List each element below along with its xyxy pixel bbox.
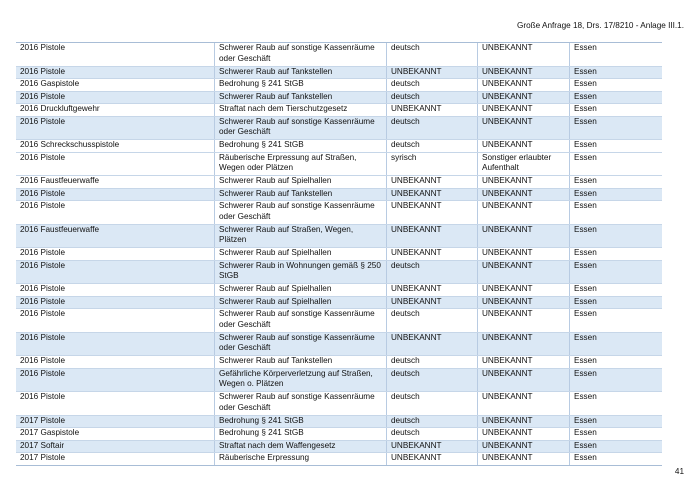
cell-year-weapon: 2016 Pistole	[16, 153, 215, 176]
table-row	[16, 333, 662, 357]
cell-year-weapon: 2016 Faustfeuerwaffe	[16, 176, 215, 188]
cell-residence-status: UNBEKANNT	[478, 297, 570, 309]
cell-city: Essen	[574, 440, 597, 450]
cell-city: Essen	[574, 415, 597, 425]
table-row	[16, 284, 662, 297]
cell-city: Essen	[574, 66, 597, 76]
table-row	[16, 189, 662, 202]
cell-offense: Schwerer Raub in Wohnungen gemäß § 250 StGB	[215, 261, 387, 284]
cell-residence-status: UNBEKANNT	[478, 333, 570, 356]
cell-residence-status: UNBEKANNT	[478, 67, 570, 79]
table-row	[16, 117, 662, 141]
cell-year-weapon: 2017 Pistole	[16, 416, 215, 428]
table-row	[16, 428, 662, 441]
cell-city: Essen	[574, 79, 597, 88]
cell-nationality: UNBEKANNT	[387, 453, 478, 465]
cell-residence-status: UNBEKANNT	[478, 92, 570, 104]
cell-offense: Bedrohung § 241 StGB	[215, 428, 387, 440]
cell-city: Essen	[574, 152, 597, 162]
cell-offense: Schwerer Raub auf Tankstellen	[215, 356, 387, 368]
cell-nationality: deutsch	[387, 43, 478, 66]
cell-year-weapon: 2016 Pistole	[16, 284, 215, 296]
cell-city: Essen	[574, 453, 597, 462]
cell-city: Essen	[574, 392, 597, 401]
cell-nationality: deutsch	[387, 261, 478, 284]
cell-residence-status: UNBEKANNT	[478, 261, 570, 284]
cell-city: Essen	[574, 309, 597, 318]
cell-nationality: UNBEKANNT	[387, 441, 478, 453]
table-row	[16, 201, 662, 225]
cell-year-weapon: 2016 Pistole	[16, 369, 215, 392]
cell-city: Essen	[574, 104, 597, 113]
cell-nationality: deutsch	[387, 117, 478, 140]
cell-offense: Schwerer Raub auf Spielhallen	[215, 176, 387, 188]
cell-nationality: deutsch	[387, 79, 478, 91]
cell-nationality: deutsch	[387, 416, 478, 428]
cell-nationality: deutsch	[387, 369, 478, 392]
cell-nationality: UNBEKANNT	[387, 67, 478, 79]
cell-city: Essen	[574, 116, 597, 126]
cell-nationality: UNBEKANNT	[387, 284, 478, 296]
cell-offense: Gefährliche Körperverletzung auf Straßen, Wegen o. Plätzen	[215, 369, 387, 392]
table-row	[16, 453, 662, 465]
cell-residence-status: UNBEKANNT	[478, 176, 570, 188]
cell-residence-status: UNBEKANNT	[478, 248, 570, 260]
cell-offense: Straftat nach dem Tierschutzgesetz	[215, 104, 387, 116]
table-row	[16, 369, 662, 393]
cell-nationality: UNBEKANNT	[387, 248, 478, 260]
cell-offense: Schwerer Raub auf sonstige Kassenräume oder Geschäft	[215, 309, 387, 332]
cell-nationality: UNBEKANNT	[387, 297, 478, 309]
cell-nationality: deutsch	[387, 309, 478, 332]
cell-offense: Räuberische Erpressung auf Straßen, Wegen oder Plätzen	[215, 153, 387, 176]
cell-residence-status: UNBEKANNT	[478, 79, 570, 91]
cell-residence-status: UNBEKANNT	[478, 356, 570, 368]
cell-offense: Bedrohung § 241 StGB	[215, 79, 387, 91]
cell-city: Essen	[574, 91, 597, 101]
table-row	[16, 153, 662, 177]
document-header: Große Anfrage 18, Drs. 17/8210 - Anlage III.1.	[516, 21, 684, 30]
cell-nationality: deutsch	[387, 92, 478, 104]
cell-year-weapon: 2016 Druckluftgewehr	[16, 104, 215, 116]
cell-city: Essen	[574, 428, 597, 437]
cell-year-weapon: 2016 Pistole	[16, 43, 215, 66]
cell-residence-status: UNBEKANNT	[478, 369, 570, 392]
cell-city: Essen	[574, 284, 597, 293]
cell-city: Essen	[574, 296, 597, 306]
cell-year-weapon: 2016 Pistole	[16, 392, 215, 415]
cell-residence-status: UNBEKANNT	[478, 225, 570, 248]
cell-nationality: UNBEKANNT	[387, 176, 478, 188]
cell-residence-status: UNBEKANNT	[478, 453, 570, 465]
cell-year-weapon: 2016 Pistole	[16, 297, 215, 309]
table-row	[16, 248, 662, 261]
cell-city: Essen	[574, 140, 597, 149]
cell-year-weapon: 2016 Pistole	[16, 189, 215, 201]
cell-offense: Schwerer Raub auf sonstige Kassenräume oder Geschäft	[215, 333, 387, 356]
cell-city: Essen	[574, 224, 597, 234]
cell-offense: Straftat nach dem Waffengesetz	[215, 441, 387, 453]
cell-residence-status: Sonstiger erlaubter Aufenthalt	[478, 153, 570, 176]
cell-offense: Räuberische Erpressung	[215, 453, 387, 465]
table-row	[16, 67, 662, 80]
cell-year-weapon: 2016 Pistole	[16, 92, 215, 104]
cell-nationality: UNBEKANNT	[387, 189, 478, 201]
cell-nationality: UNBEKANNT	[387, 201, 478, 224]
cell-offense: Schwerer Raub auf Straßen, Wegen, Plätzen	[215, 225, 387, 248]
page-number: 41	[674, 467, 684, 476]
cell-nationality: UNBEKANNT	[387, 333, 478, 356]
cell-nationality: deutsch	[387, 392, 478, 415]
cell-city: Essen	[574, 248, 597, 257]
cell-residence-status: UNBEKANNT	[478, 43, 570, 66]
table-row	[16, 416, 662, 429]
table-row	[16, 79, 662, 92]
table-row	[16, 92, 662, 105]
cell-year-weapon: 2016 Pistole	[16, 261, 215, 284]
cell-residence-status: UNBEKANNT	[478, 416, 570, 428]
table-row	[16, 356, 662, 369]
cell-city: Essen	[574, 176, 597, 185]
cell-year-weapon: 2016 Pistole	[16, 333, 215, 356]
cell-offense: Schwerer Raub auf Tankstellen	[215, 189, 387, 201]
cell-offense: Bedrohung § 241 StGB	[215, 416, 387, 428]
cell-residence-status: UNBEKANNT	[478, 117, 570, 140]
cell-offense: Schwerer Raub auf sonstige Kassenräume oder Geschäft	[215, 201, 387, 224]
table-row	[16, 297, 662, 310]
cell-year-weapon: 2016 Gaspistole	[16, 79, 215, 91]
cell-city: Essen	[574, 188, 597, 198]
cell-nationality: deutsch	[387, 428, 478, 440]
cell-year-weapon: 2016 Pistole	[16, 117, 215, 140]
cell-residence-status: UNBEKANNT	[478, 428, 570, 440]
cell-nationality: deutsch	[387, 140, 478, 152]
cell-year-weapon: 2016 Pistole	[16, 309, 215, 332]
table-row	[16, 225, 662, 249]
cell-city: Essen	[574, 332, 597, 342]
cell-residence-status: UNBEKANNT	[478, 140, 570, 152]
cell-city: Essen	[574, 260, 597, 270]
table-row	[16, 176, 662, 189]
cell-year-weapon: 2016 Pistole	[16, 248, 215, 260]
table-row	[16, 309, 662, 333]
table-row	[16, 140, 662, 153]
cell-offense: Bedrohung § 241 StGB	[215, 140, 387, 152]
cell-residence-status: UNBEKANNT	[478, 284, 570, 296]
cell-city: Essen	[574, 368, 597, 378]
cell-offense: Schwerer Raub auf sonstige Kassenräume oder Geschäft	[215, 117, 387, 140]
cell-year-weapon: 2017 Softair	[16, 441, 215, 453]
cell-residence-status: UNBEKANNT	[478, 189, 570, 201]
cell-offense: Schwerer Raub auf sonstige Kassenräume oder Geschäft	[215, 392, 387, 415]
table-row	[16, 392, 662, 416]
cell-residence-status: UNBEKANNT	[478, 392, 570, 415]
cell-residence-status: UNBEKANNT	[478, 441, 570, 453]
cell-city: Essen	[574, 356, 597, 365]
cell-offense: Schwerer Raub auf sonstige Kassenräume oder Geschäft	[215, 43, 387, 66]
cell-year-weapon: 2016 Pistole	[16, 356, 215, 368]
cell-residence-status: UNBEKANNT	[478, 104, 570, 116]
cell-year-weapon: 2017 Pistole	[16, 453, 215, 465]
cell-year-weapon: 2016 Pistole	[16, 201, 215, 224]
cell-city: Essen	[574, 43, 597, 52]
table-row	[16, 441, 662, 454]
cell-year-weapon: 2016 Faustfeuerwaffe	[16, 225, 215, 248]
table-row	[16, 104, 662, 117]
table-row	[16, 261, 662, 285]
cell-residence-status: UNBEKANNT	[478, 201, 570, 224]
cell-offense: Schwerer Raub auf Tankstellen	[215, 67, 387, 79]
cell-offense: Schwerer Raub auf Spielhallen	[215, 248, 387, 260]
table-row	[16, 43, 662, 67]
cell-year-weapon: 2016 Pistole	[16, 67, 215, 79]
cell-year-weapon: 2017 Gaspistole	[16, 428, 215, 440]
cell-year-weapon: 2016 Schreckschusspistole	[16, 140, 215, 152]
cell-offense: Schwerer Raub auf Spielhallen	[215, 284, 387, 296]
cell-nationality: syrisch	[387, 153, 478, 176]
cell-offense: Schwerer Raub auf Tankstellen	[215, 92, 387, 104]
cell-residence-status: UNBEKANNT	[478, 309, 570, 332]
cell-offense: Schwerer Raub auf Spielhallen	[215, 297, 387, 309]
cell-nationality: UNBEKANNT	[387, 104, 478, 116]
cell-nationality: UNBEKANNT	[387, 225, 478, 248]
data-table	[16, 42, 662, 466]
cell-nationality: deutsch	[387, 356, 478, 368]
cell-city: Essen	[574, 201, 597, 210]
